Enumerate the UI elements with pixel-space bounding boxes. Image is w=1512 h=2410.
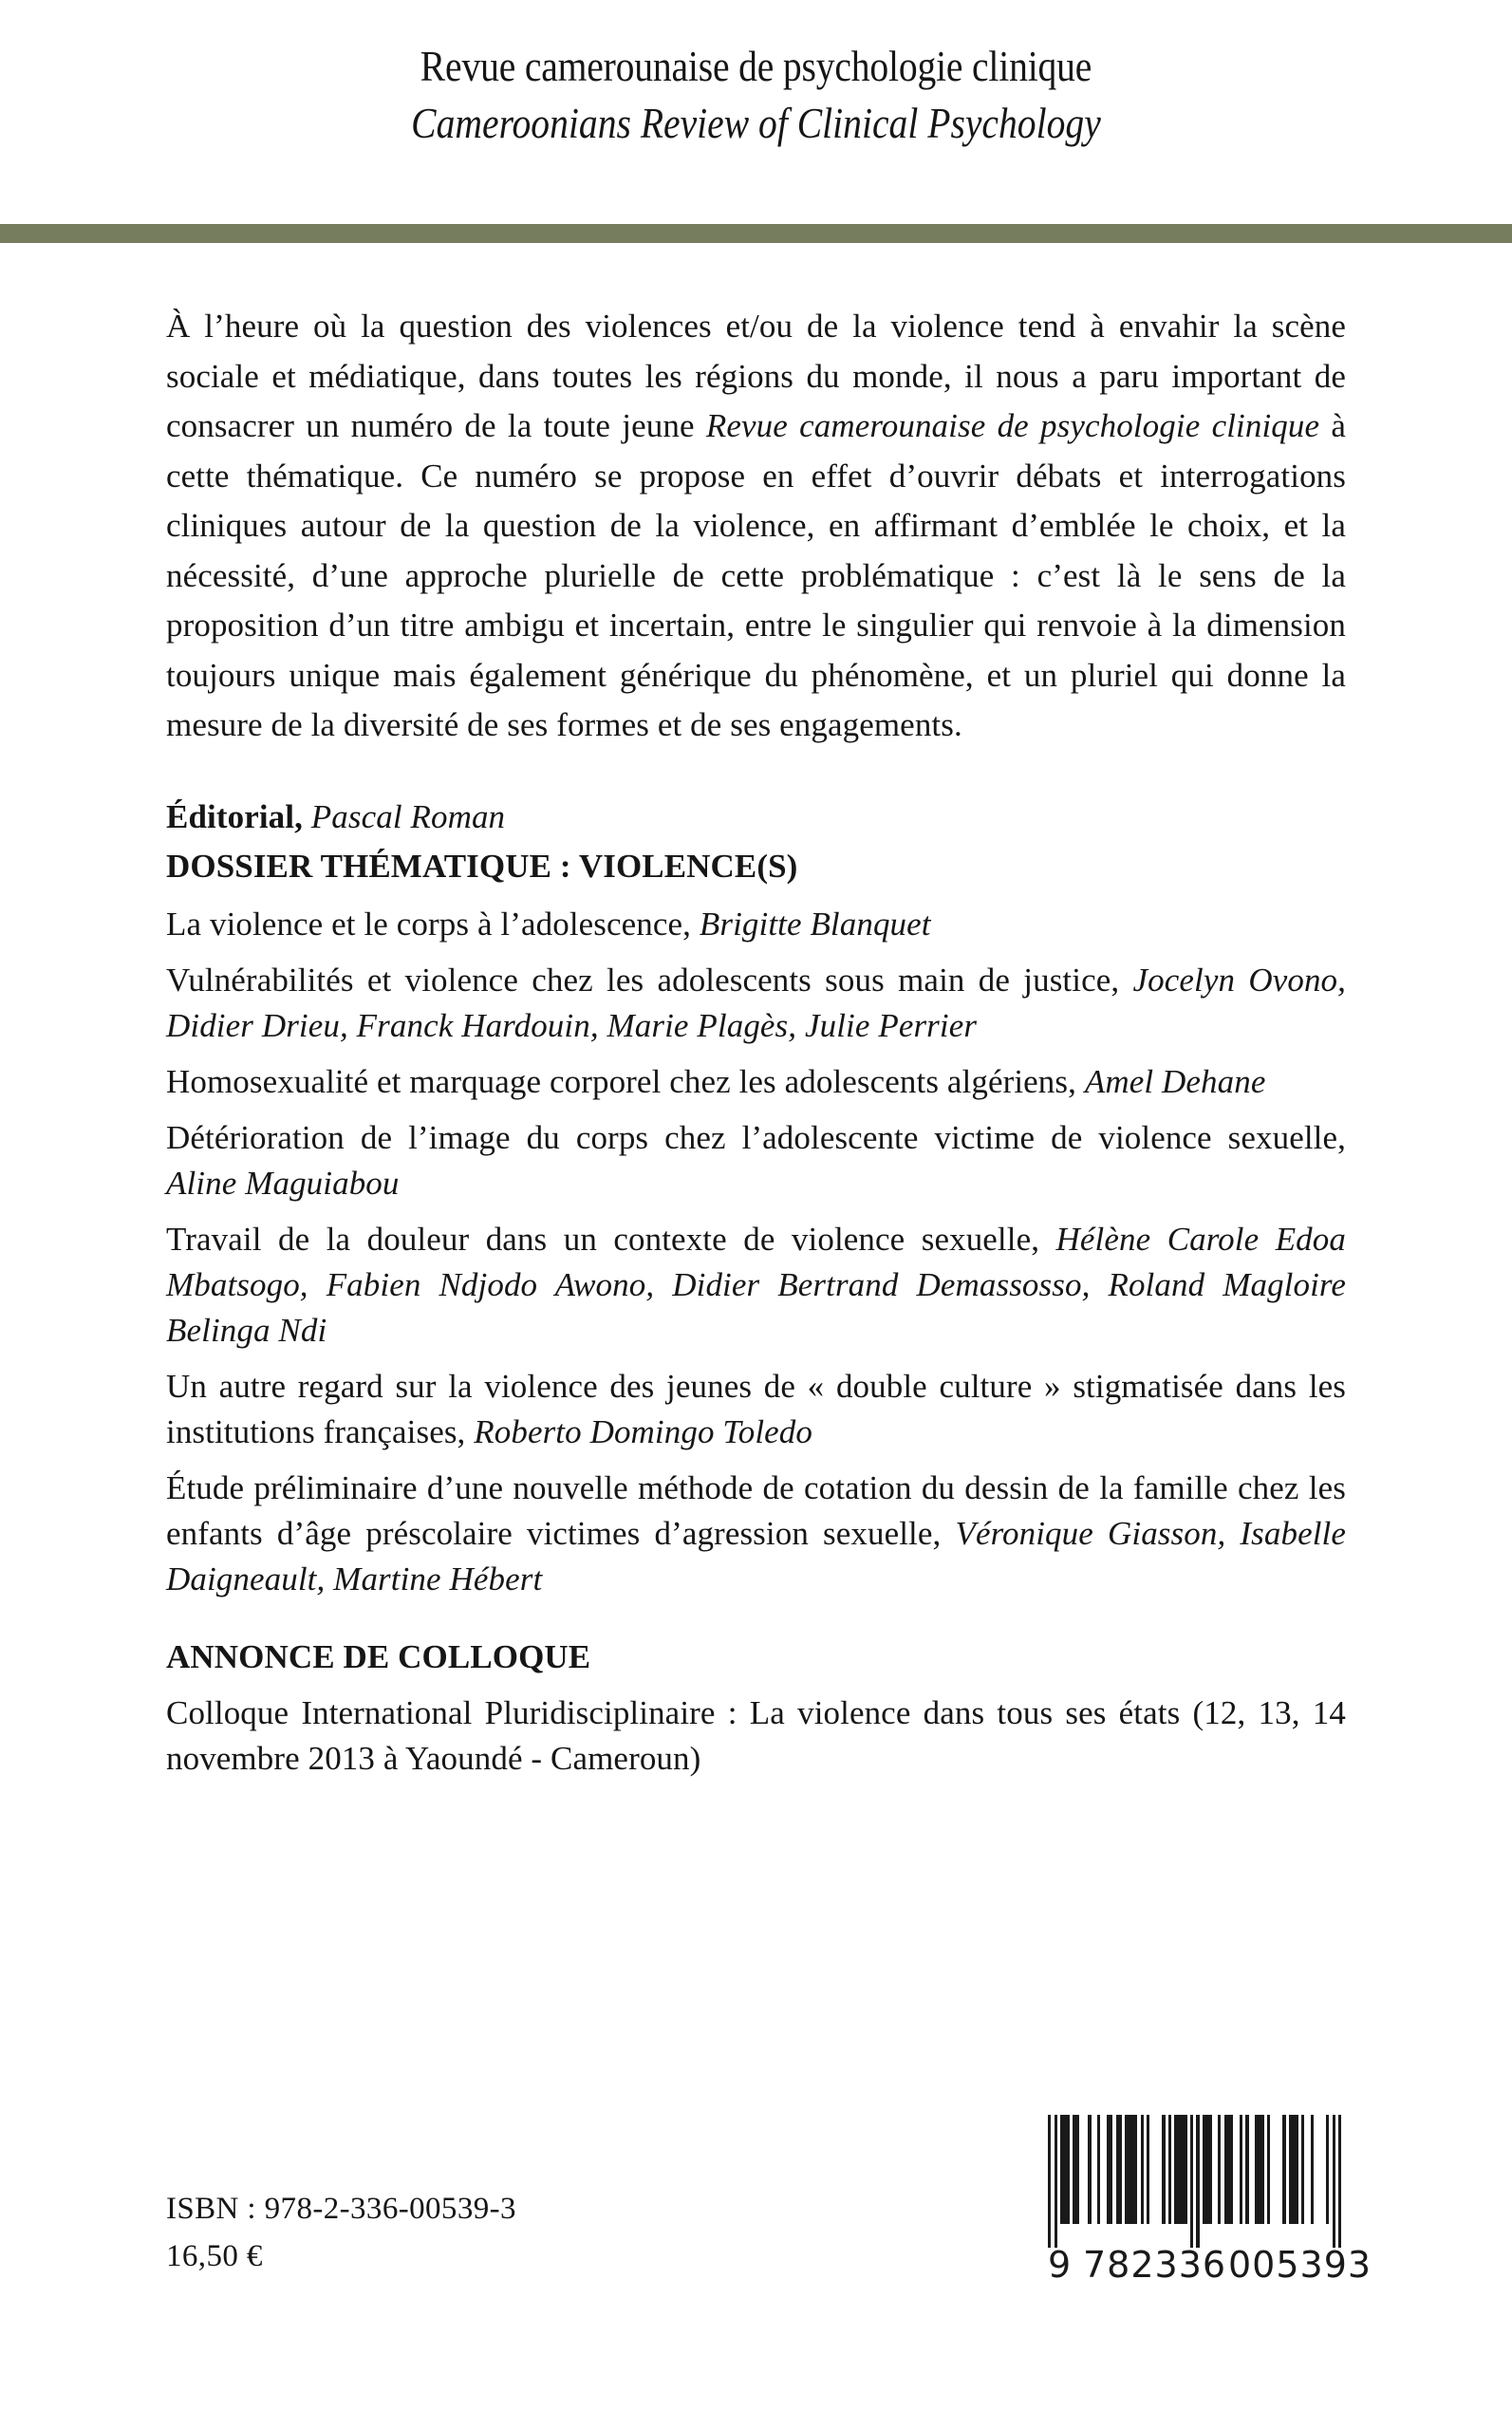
- editorial-author: Pascal Roman: [302, 797, 506, 835]
- barcode-digits: [1048, 2244, 1372, 2286]
- annonce-body: Colloque International Pluridisciplinaire : La violence dans tous ses états (12, 13, 14 novembre 2013 à Yaoundé - Cameroun): [166, 1693, 1346, 1777]
- annonce-heading: ANNONCE DE COLLOQUE: [166, 1637, 591, 1675]
- barcode-digit-group-left: 782336: [1083, 2244, 1227, 2286]
- toc-entry-authors: Brigitte Blanquet: [699, 905, 931, 943]
- toc-entry: [166, 1115, 1346, 1206]
- toc-entry-title: La violence et le corps à l’adolescence,: [166, 905, 700, 943]
- toc-entry-title: Travail de la douleur dans un contexte de violence sexuelle,: [166, 1220, 1056, 1258]
- toc-entry-title: Détérioration de l’image du corps chez l’adolescente victime de violence sexuelle,: [166, 1118, 1346, 1156]
- toc-entry-title: Homosexualité et marquage corporel chez les adolescents algériens,: [166, 1062, 1085, 1100]
- footer-meta: [166, 2185, 831, 2280]
- toc-entry-authors: Aline Maguiabou: [166, 1164, 400, 1202]
- toc-entry-title: Vulnérabilités et violence chez les adolescents sous main de justice,: [166, 961, 1133, 999]
- back-cover-content: [166, 302, 1346, 1782]
- toc-entry-authors: Jocelyn Ovono, Didier Drieu, Franck Hardouin, Marie Plagès, Julie Perrier: [166, 961, 1347, 1044]
- toc-entry-authors: Hélène Carole Edoa Mbatsogo, Fabien Ndjodo Awono, Didier Bertrand Demassosso, Roland Magloire Belinga Ndi: [166, 1220, 1346, 1349]
- annonce-colloque-section: [166, 1635, 1346, 1782]
- isbn-text: ISBN : 978-2-336-00539-3: [166, 2192, 516, 2226]
- toc-entry-editorial: [166, 794, 1346, 840]
- journal-title: Revue camerounaise de psychologie clinique: [420, 43, 1092, 90]
- ean13-barcode: [1048, 2115, 1372, 2286]
- header-rule-bar: [0, 224, 1512, 243]
- toc-entry: [166, 1217, 1346, 1354]
- toc-entry-title: Un autre regard sur la violence des jeunes de « double culture » stigmatisée dans les institutions françaises,: [166, 1367, 1346, 1450]
- editorial-label: Éditorial,: [166, 797, 303, 835]
- table-of-contents: [166, 794, 1346, 1602]
- toc-entry: [166, 1059, 1346, 1105]
- toc-entry: [166, 1364, 1346, 1455]
- toc-entry-authors: Roberto Domingo Toledo: [474, 1412, 813, 1450]
- toc-entry-title: Étude préliminaire d’une nouvelle méthode de cotation du dessin de la famille chez les enfants d’âge préscolaire victimes d’agression sexuelle,: [166, 1468, 1346, 1552]
- dossier-section-heading: DOSSIER THÉMATIQUE : VIOLENCE(S): [166, 847, 798, 885]
- toc-entry-authors: Véronique Giasson, Isabelle Daigneault, Martine Hébert: [166, 1514, 1346, 1597]
- barcode-digit-group-right: 005393: [1228, 2244, 1372, 2286]
- toc-entry: [166, 958, 1346, 1049]
- barcode-digit-first: 9: [1048, 2244, 1073, 2286]
- toc-entry-authors: Amel Dehane: [1084, 1062, 1266, 1100]
- journal-subtitle: Cameroonians Review of Clinical Psychology: [411, 100, 1101, 147]
- masthead: [0, 0, 1512, 224]
- price-text: 16,50 €: [166, 2239, 263, 2273]
- toc-entry: [166, 902, 1346, 947]
- blurb-text-part2: à cette thématique. Ce numéro se propose en effet d’ouvrir débats et interrogations cliniques autour de la question de la violence, en affirmant d’emblée le choix, et la nécessité, d’une approche plurielle de cette problématique : c’est là le sens de la proposition d’un titre ambigu et incertain, entre le singulier qui renvoie à la dimension toujours unique mais également générique du phénomène, et un pluriel qui donne la mesure de la diversité de ses formes et de ses engagements.: [166, 407, 1346, 743]
- blurb-text-part1: À l’heure où la question des violences et/ou de la violence tend à envahir la scène sociale et médiatique, dans toutes les régions du monde, il nous a paru important de consacrer un numéro de la toute jeune: [166, 308, 1346, 444]
- blurb-journal-title-italic: Revue camerounaise de psychologie clinique: [705, 407, 1320, 444]
- toc-entry: [166, 1466, 1346, 1602]
- barcode-bars: [1048, 2115, 1342, 2248]
- blurb-paragraph: [166, 302, 1346, 751]
